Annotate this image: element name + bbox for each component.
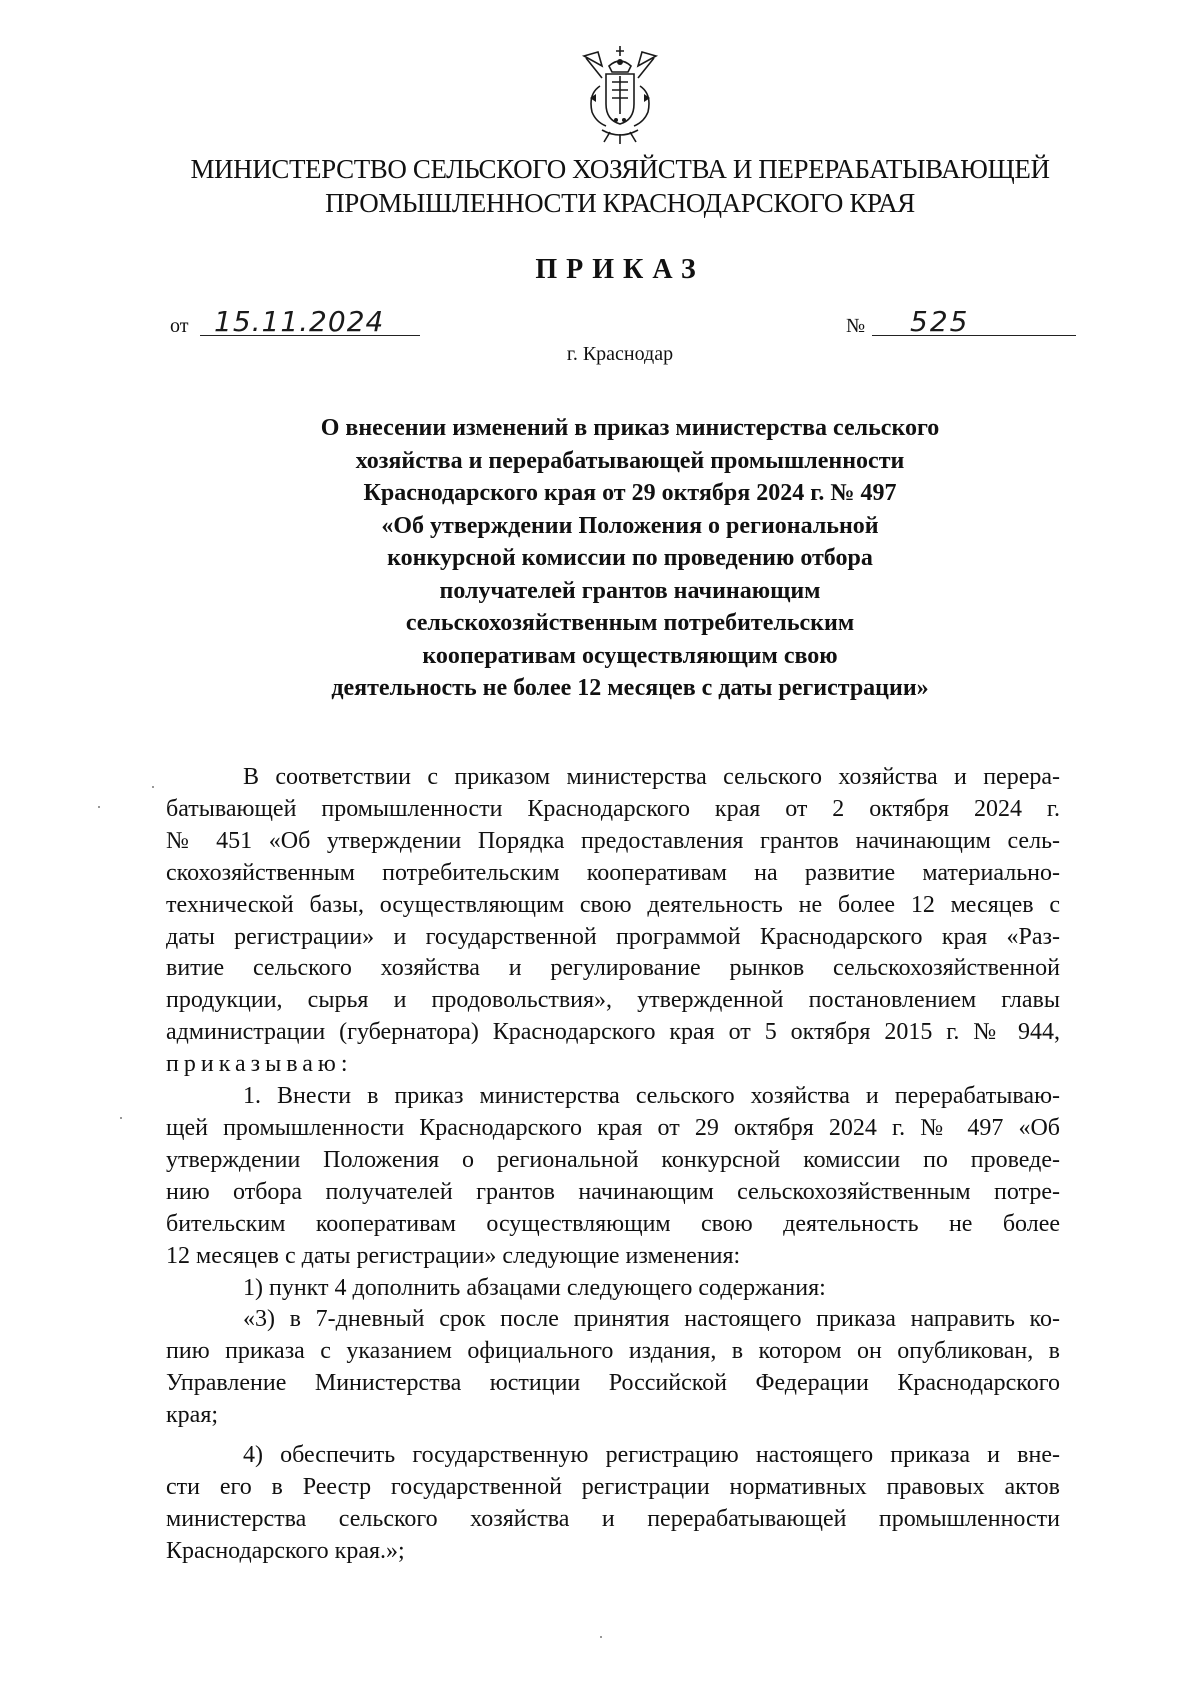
document-type: ПРИКАЗ: [535, 254, 705, 285]
scan-speck: [98, 806, 100, 808]
body-line: края;: [166, 1402, 219, 1429]
body-line: нию отбора получателей грантов начинающим сельскохозяйственным потре-: [166, 1178, 1060, 1205]
number-sign: №: [846, 315, 866, 337]
title-line: сельскохозяйственным потребительским: [405, 610, 855, 636]
document-body: [166, 762, 1060, 1568]
body-line: бительским кооперативам осуществляющим свою деятельность не более: [166, 1210, 1060, 1237]
document-title: [160, 412, 1100, 705]
document-date: [170, 300, 420, 340]
body-line: 12 месяцев с даты регистрации» следующие изменения:: [166, 1242, 741, 1269]
body-line: сти его в Реестр государственной регистрации нормативных правовых актов: [166, 1473, 1060, 1500]
subitem-4-paragraph: [166, 1440, 1060, 1568]
number-underline: [872, 335, 1076, 336]
ministry-name-line-2: ПРОМЫШЛЕННОСТИ КРАСНОДАРСКОГО КРАЯ: [325, 188, 915, 218]
body-line: даты регистрации» и государственной программой Краснодарского края «Раз-: [166, 923, 1060, 950]
scan-speck: [600, 1636, 602, 1638]
body-line: Краснодарского края.»;: [166, 1537, 405, 1564]
body-line: батывающей промышленности Краснодарского края от 2 октября 2024 г.: [166, 795, 1060, 822]
body-line: пию приказа с указанием официального издания, в котором он опубликован, в: [166, 1338, 1060, 1365]
body-line: щей промышленности Краснодарского края от 29 октября 2024 г. № 497 «Об: [166, 1114, 1060, 1141]
paragraph-gap: [166, 1432, 1060, 1440]
body-line: продукции, сырья и продовольствия», утвержденной постановлением главы: [166, 987, 1060, 1014]
body-line: утверждении Положения о региональной конкурсной комиссии по проведе-: [166, 1146, 1060, 1173]
body-line: «3) в 7-дневный срок после принятия настоящего приказа направить ко-: [243, 1306, 1060, 1333]
title-line: кооперативам осуществляющим свою: [422, 642, 838, 669]
body-line: витие сельского хозяйства и регулирование рынков сельскохозяйственной: [166, 955, 1060, 982]
preamble-paragraph: [166, 762, 1060, 1081]
title-line: конкурсной комиссии по проведению отбора: [387, 545, 873, 571]
issue-city: г. Краснодар: [566, 343, 674, 365]
title-line: Краснодарского края от 29 октября 2024 г. № 497: [363, 480, 897, 506]
title-line: О внесении изменений в приказ министерства сельского: [320, 415, 940, 441]
item-1-paragraph: [166, 1081, 1060, 1272]
body-line: администрации (губернатора) Краснодарского края от 5 октября 2015 г. № 944,: [166, 1019, 1060, 1046]
decree-word: приказываю:: [166, 1051, 353, 1078]
title-line: деятельность не более 12 месяцев с даты регистрации»: [331, 675, 929, 701]
body-line: скохозяйственным потребительским кооперативам на развитие материально-: [166, 859, 1060, 886]
body-line: 1) пункт 4 дополнить абзацами следующего содержания:: [243, 1274, 826, 1301]
title-line: хозяйства и перерабатывающей промышленности: [355, 447, 905, 474]
body-line: 1. Внести в приказ министерства сельского хозяйства и перерабатываю-: [243, 1083, 1060, 1110]
document-number: [846, 300, 1076, 340]
handwritten-number: 525: [910, 305, 970, 338]
scan-speck: [120, 1117, 122, 1119]
body-line: Управление Министерства юстиции Российской Федерации Краснодарского: [166, 1370, 1060, 1397]
coat-of-arms-icon: [576, 42, 664, 146]
body-line: В соответствии с приказом министерства сельского хозяйства и перера-: [243, 764, 1060, 790]
body-line: технической базы, осуществляющим свою деятельность не более 12 месяцев с: [166, 891, 1060, 918]
title-line: «Об утверждении Положения о региональной: [381, 512, 879, 539]
body-line: министерства сельского хозяйства и перерабатывающей промышленности: [166, 1505, 1060, 1532]
handwritten-date: 15.11.2024: [214, 305, 385, 338]
title-line: получателей грантов начинающим: [439, 577, 821, 604]
scan-speck: [152, 786, 154, 788]
subitem-1-paragraph: [166, 1273, 1060, 1305]
subitem-3-paragraph: [166, 1304, 1060, 1432]
body-line: 4) обеспечить государственную регистрацию настоящего приказа и вне-: [243, 1442, 1060, 1469]
date-prefix: от: [170, 315, 189, 337]
body-line: № 451 «Об утверждении Порядка предоставления грантов начинающим сель-: [166, 827, 1060, 854]
ministry-name-line-1: МИНИСТЕРСТВО СЕЛЬСКОГО ХОЗЯЙСТВА И ПЕРЕРАБАТЫВАЮЩЕЙ: [190, 154, 1050, 184]
